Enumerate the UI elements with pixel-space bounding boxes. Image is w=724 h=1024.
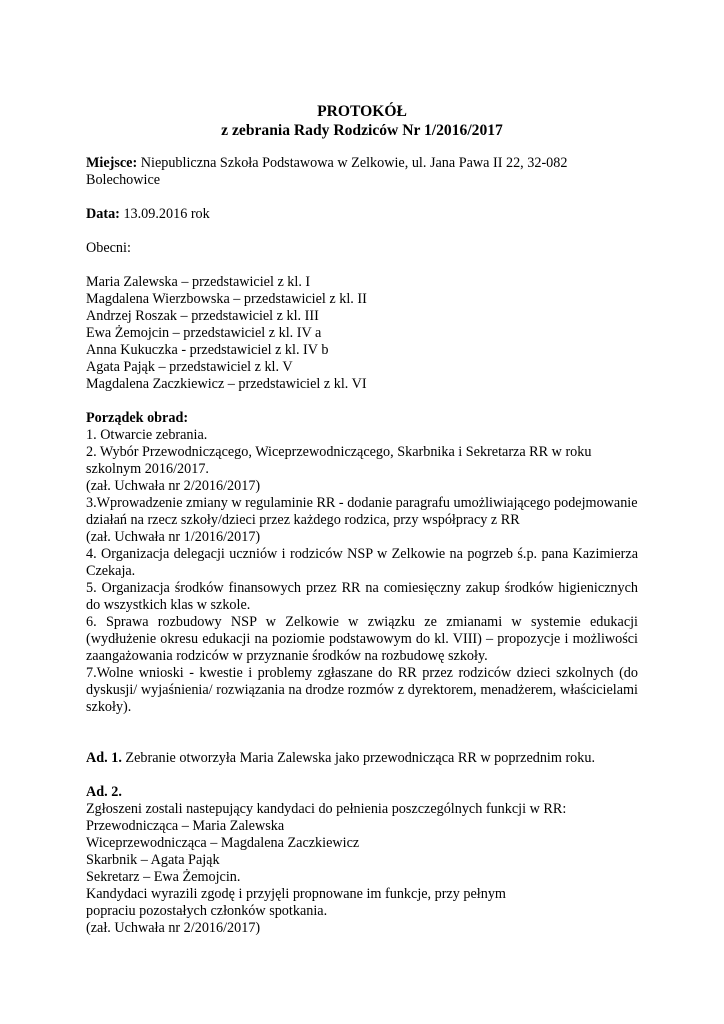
attendee-item: Andrzej Roszak – przedstawiciel z kl. III [86, 308, 319, 324]
ad1-paragraph [86, 750, 638, 767]
agenda-item-3: 3.Wprowadzenie zmiany w regulaminie RR - dodanie paragrafu umożliwiającego podejmowanie działań na rzecz szkoły/dzieci przez każdego rodzica, przy współpracy z RR [86, 495, 638, 528]
ad2-label: Ad. 2. [86, 784, 122, 800]
agenda-item-5: 5. Organizacja środków finansowych przez RR na comiesięczny zakup środków higienicznych do wszystkich klas w szkole. [86, 580, 638, 613]
ad1-label: Ad. 1. [86, 750, 122, 766]
agenda-item-1: 1. Otwarcie zebrania. [86, 427, 208, 443]
agenda-section [86, 410, 638, 716]
attendee-item: Magdalena Wierzbowska – przedstawiciel z kl. II [86, 291, 367, 307]
agenda-item-4: 4. Organizacja delegacji uczniów i rodziców NSP w Zelkowie na pogrzeb ś.p. pana Kazimierza Czekaja. [86, 546, 638, 579]
attendee-item: Maria Zalewska – przedstawiciel z kl. I [86, 274, 311, 290]
attendee-item: Agata Pająk – przedstawiciel z kl. V [86, 359, 293, 375]
agenda-item-7: 7.Wolne wnioski - kwestie i problemy zgłaszane do RR przez rodziców dzieci szkolnych (do dyskusji/ wyjaśnienia/ rozwiązania na drodze rozmów z dyrektorem, menadżerem, właścicielami szkoły). [86, 665, 638, 715]
document-title [86, 102, 638, 140]
ad2-section [86, 784, 638, 937]
document-body [86, 102, 638, 937]
ad2-line: Wiceprzewodnicząca – Magdalena Zaczkiewicz [86, 835, 360, 851]
date-paragraph [86, 206, 638, 223]
ad2-line: Sekretarz – Ewa Żemojcin. [86, 869, 241, 885]
ad1-text: Zebranie otworzyła Maria Zalewska jako przewodnicząca RR w poprzednim roku. [121, 750, 596, 766]
date-value: 13.09.2016 rok [119, 206, 210, 222]
ad2-line: Zgłoszeni zostali nastepujący kandydaci do pełnienia poszczególnych funkcji w RR: [86, 801, 567, 817]
agenda-item-2-note: (zał. Uchwała nr 2/2016/2017) [86, 478, 261, 494]
agenda-item-2: 2. Wybór Przewodniczącego, Wiceprzewodniczącego, Skarbnika i Sekretarza RR w roku szkolnym 2016/2017. [86, 444, 592, 477]
agenda-item-6: 6. Sprawa rozbudowy NSP w Zelkowie w związku ze zmianami w systemie edukacji (wydłużenie okresu edukacji na poziomie podstawowym do kl. VIII) – propozycje i możliwości zaangażowania rodziców w przyznanie środków na rozbudowę szkoły. [86, 614, 638, 664]
place-label: Miejsce: [86, 155, 138, 171]
attendees-label: Obecni: [86, 240, 131, 256]
place-value-line-2: Bolechowice [86, 172, 161, 188]
attendee-item: Anna Kukuczka - przedstawiciel z kl. IV b [86, 342, 329, 358]
ad2-line: Skarbnik – Agata Pająk [86, 852, 220, 868]
attendees-list [86, 274, 638, 393]
title-line-2: z zebrania Rady Rodziców Nr 1/2016/2017 [221, 122, 503, 139]
attendee-item: Magdalena Zaczkiewicz – przedstawiciel z kl. VI [86, 376, 367, 392]
title-line-1: PROTOKÓŁ [317, 103, 407, 120]
attendee-item: Ewa Żemojcin – przedstawiciel z kl. IV a [86, 325, 322, 341]
agenda-item-3-note: (zał. Uchwała nr 1/2016/2017) [86, 529, 261, 545]
agenda-heading: Porządek obrad: [86, 410, 189, 426]
ad2-line: (zał. Uchwała nr 2/2016/2017) [86, 920, 261, 936]
place-paragraph [86, 155, 638, 189]
place-value-line-1: Niepubliczna Szkoła Podstawowa w Zelkowie, ul. Jana Pawa II 22, 32-082 [137, 155, 568, 171]
ad2-line: Kandydaci wyrazili zgodę i przyjęli propnowane im funkcje, przy pełnym popraciu pozostałych członków spotkania. [86, 886, 506, 919]
ad2-line: Przewodnicząca – Maria Zalewska [86, 818, 285, 834]
date-label: Data: [86, 206, 120, 222]
